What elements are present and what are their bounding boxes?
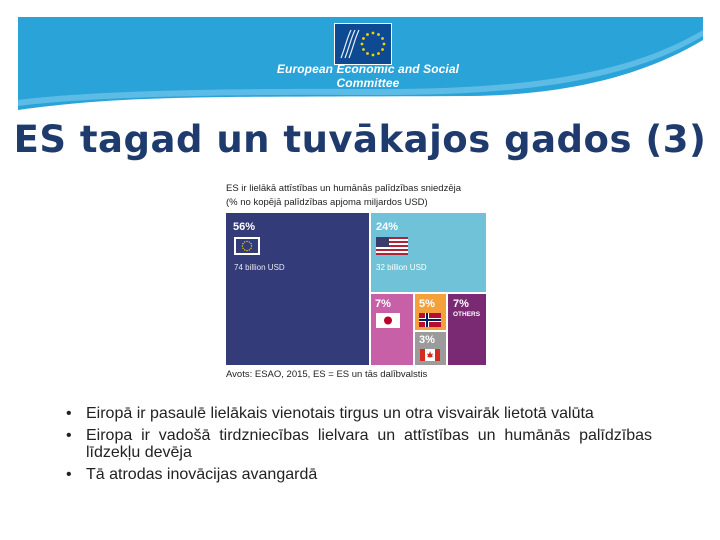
tile-norway (415, 294, 446, 330)
bullet-marker: • (66, 405, 72, 422)
star-icon (242, 248, 243, 249)
star-icon (250, 243, 251, 244)
aid-share-treemap (226, 213, 486, 365)
star-icon (381, 37, 384, 40)
japan-flag-icon (376, 313, 400, 328)
star-icon (242, 243, 243, 244)
star-icon (362, 37, 365, 40)
bullet-text-3: Tā atrodas inovācijas avangardā (86, 466, 318, 483)
norway-flag-icon (419, 313, 441, 327)
star-icon (246, 250, 247, 251)
tile-canada (415, 332, 446, 365)
bullet-item-1 (66, 405, 652, 422)
eesc-logo (334, 23, 392, 65)
tile-us-percent: 24% (376, 221, 399, 233)
bullet-item-3 (66, 466, 652, 483)
star-icon (377, 33, 380, 36)
star-icon (361, 43, 364, 46)
star-icon (242, 245, 243, 246)
tile-japan-percent: 7% (375, 298, 391, 310)
star-icon (251, 245, 252, 246)
tile-canada-percent: 3% (419, 334, 435, 346)
eu-flag-icon (234, 237, 260, 255)
tile-eu-amount: 74 billion USD (234, 263, 285, 272)
tile-norway-percent: 5% (419, 298, 435, 310)
star-icon (246, 241, 247, 242)
star-icon (250, 248, 251, 249)
figure-title (226, 182, 526, 210)
star-icon (372, 54, 375, 57)
tile-others-label: OTHERS (453, 311, 481, 318)
tile-japan (371, 294, 413, 365)
star-icon (362, 48, 365, 51)
tile-eu (226, 213, 369, 365)
canada-flag-icon (420, 349, 440, 361)
eu-stars-logo-icon (335, 24, 391, 64)
bullet-marker: • (66, 427, 72, 444)
bullet-text-1: Eiropā ir pasaulē lielākais vienotais tirgus un otra visvairāk lietotā valūta (86, 405, 594, 422)
star-icon (249, 249, 250, 250)
star-icon (366, 52, 369, 55)
bullet-marker: • (66, 466, 72, 483)
star-icon (244, 249, 245, 250)
star-icon (244, 241, 245, 242)
tile-others-percent: 7% (453, 298, 469, 310)
figure-title-line-1: ES ir lielākā attīstības un humānās palīdzības sniedzēja (226, 183, 461, 194)
slide-title: ES tagad un tuvākajos gados (3) (13, 118, 707, 161)
figure-source: Avots: ESAO, 2015, ES = ES un tās dalībvalstis (226, 369, 428, 380)
figure-title-line-2: (% no kopējā palīdzības apjoma miljardos USD) (226, 197, 428, 208)
tile-others (448, 294, 486, 365)
bullet-text-2: Eiropa ir vadošā tirdzniecības lielvara un attīstības un humānās palīdzības līdzekļu devēja (86, 427, 652, 461)
star-icon (383, 43, 386, 46)
header-banner (0, 0, 720, 115)
organization-name: European Economic and Social Committee (276, 62, 460, 90)
bullet-list (66, 405, 652, 488)
star-icon (381, 48, 384, 51)
star-icon (366, 33, 369, 36)
tile-us (371, 213, 486, 292)
star-icon (377, 52, 380, 55)
star-icon (372, 32, 375, 35)
star-icon (249, 241, 250, 242)
tile-us-amount: 32 billion USD (376, 263, 427, 272)
us-flag-icon (376, 237, 408, 255)
tile-eu-percent: 56% (233, 221, 256, 233)
bullet-item-2 (66, 427, 652, 461)
